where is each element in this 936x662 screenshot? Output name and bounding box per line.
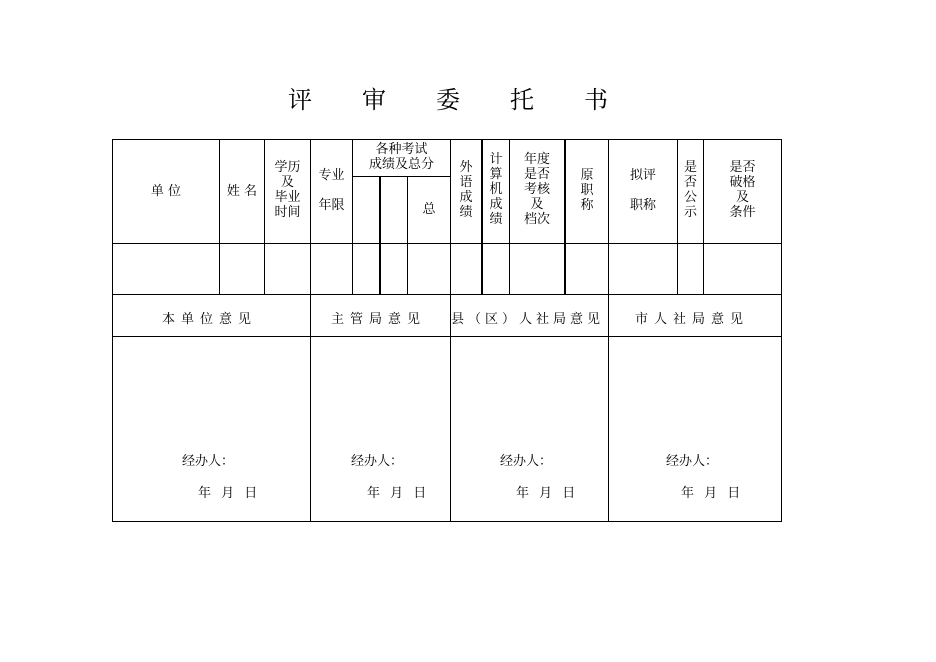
header-computer: 计 算 机 成 绩	[489, 152, 503, 227]
table-line	[407, 176, 408, 295]
table-line	[353, 176, 450, 177]
table-line	[379, 176, 381, 295]
header-foreign-language: 外 语 成 绩	[459, 160, 473, 220]
title-char: 评	[288, 86, 312, 114]
opinion-competent-label: 主管局意见	[331, 312, 427, 327]
table-border-top	[112, 139, 782, 140]
table-line	[112, 243, 782, 244]
header-publicized: 是 否 公 示	[683, 160, 697, 220]
table-border-right	[781, 139, 782, 522]
title-char: 托	[510, 86, 534, 114]
handler-label: 经办人：	[500, 454, 553, 469]
handler-label: 经办人：	[351, 454, 404, 469]
header-original-title: 原 职 称	[580, 168, 594, 213]
document-title	[288, 80, 658, 115]
table-line	[112, 294, 782, 295]
header-proposed-title: 拟评 职称	[629, 168, 656, 213]
header-education: 学历 及 毕业 时间	[274, 160, 301, 220]
header-annual-review: 年度 是否 考核 及 档次	[523, 152, 550, 227]
table-line	[219, 139, 220, 295]
title-char: 审	[362, 86, 386, 114]
opinion-city-label: 市人社局意见	[635, 312, 750, 327]
handler-label: 经办人：	[182, 454, 235, 469]
table-line	[564, 139, 566, 295]
header-exam-scores: 各种考试 成绩及总分	[368, 142, 434, 172]
date-label: 年 月 日	[367, 486, 427, 501]
header-major-years: 专业 年限	[318, 168, 345, 213]
header-name: 姓 名	[226, 184, 258, 199]
header-unit: 单 位	[150, 184, 182, 199]
header-exam-total: 总	[422, 202, 436, 217]
table-line	[112, 336, 782, 337]
header-exceptional: 是否 破格 及 条件	[729, 160, 756, 220]
opinion-county-label: 县（区）人社局意见	[451, 312, 605, 327]
date-label: 年 月 日	[198, 486, 258, 501]
title-char: 书	[584, 86, 608, 114]
handler-label: 经办人：	[666, 454, 719, 469]
date-label: 年 月 日	[516, 486, 576, 501]
title-char: 委	[436, 86, 460, 114]
opinion-unit-label: 本单位意见	[162, 312, 258, 327]
date-label: 年 月 日	[681, 486, 741, 501]
table-border-bottom	[112, 521, 782, 522]
